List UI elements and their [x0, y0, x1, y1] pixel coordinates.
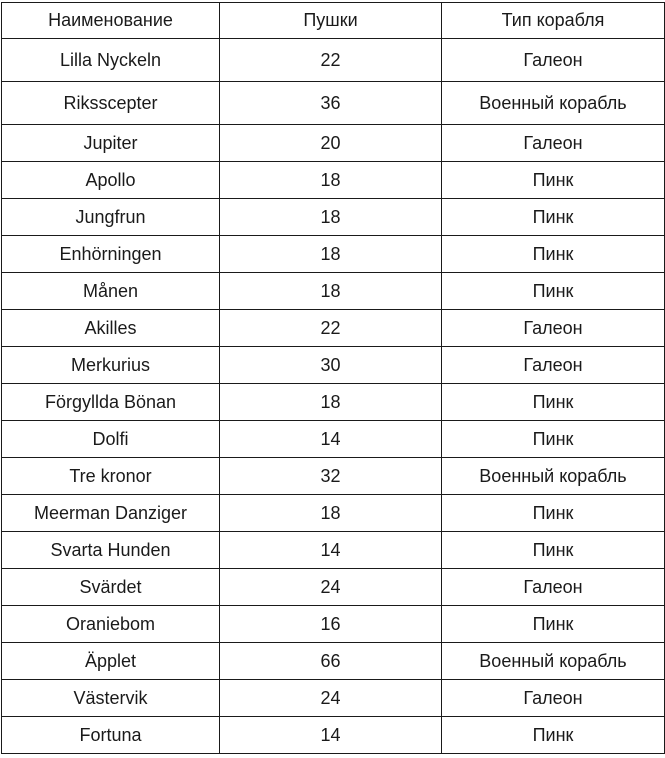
- table-row: [2, 421, 665, 458]
- cell-name: Äpplet: [2, 643, 220, 680]
- cell-name: Svärdet: [2, 569, 220, 606]
- cell-ship-type: Военный корабль: [442, 458, 665, 495]
- table-row: [2, 680, 665, 717]
- cell-name: Apollo: [2, 162, 220, 199]
- cell-ship-type: Пинк: [442, 495, 665, 532]
- cell-ship-type: Галеон: [442, 347, 665, 384]
- cell-guns: 32: [220, 458, 442, 495]
- table-row: [2, 199, 665, 236]
- cell-guns: 14: [220, 421, 442, 458]
- cell-name: Jungfrun: [2, 199, 220, 236]
- cell-name: Svarta Hunden: [2, 532, 220, 569]
- table-row: [2, 384, 665, 421]
- cell-guns: 18: [220, 384, 442, 421]
- cell-ship-type: Галеон: [442, 39, 665, 82]
- table-row: [2, 236, 665, 273]
- header-name: Наименование: [2, 3, 220, 39]
- cell-ship-type: Галеон: [442, 569, 665, 606]
- cell-name: Jupiter: [2, 125, 220, 162]
- cell-ship-type: Галеон: [442, 680, 665, 717]
- cell-ship-type: Пинк: [442, 717, 665, 754]
- cell-name: Västervik: [2, 680, 220, 717]
- table-row: [2, 606, 665, 643]
- cell-guns: 66: [220, 643, 442, 680]
- cell-ship-type: Галеон: [442, 125, 665, 162]
- table-header-row: [2, 3, 665, 39]
- table-row: [2, 643, 665, 680]
- cell-guns: 36: [220, 82, 442, 125]
- header-ship-type: Тип корабля: [442, 3, 665, 39]
- cell-guns: 18: [220, 273, 442, 310]
- cell-guns: 22: [220, 39, 442, 82]
- header-guns: Пушки: [220, 3, 442, 39]
- table-row: [2, 82, 665, 125]
- cell-name: Förgyllda Bönan: [2, 384, 220, 421]
- cell-ship-type: Пинк: [442, 606, 665, 643]
- cell-name: Lilla Nyckeln: [2, 39, 220, 82]
- cell-guns: 20: [220, 125, 442, 162]
- cell-ship-type: Галеон: [442, 310, 665, 347]
- cell-ship-type: Военный корабль: [442, 82, 665, 125]
- cell-guns: 18: [220, 199, 442, 236]
- cell-ship-type: Пинк: [442, 236, 665, 273]
- cell-guns: 16: [220, 606, 442, 643]
- cell-guns: 18: [220, 236, 442, 273]
- cell-name: Dolfi: [2, 421, 220, 458]
- cell-name: Akilles: [2, 310, 220, 347]
- table-row: [2, 717, 665, 754]
- cell-name: Oraniebom: [2, 606, 220, 643]
- cell-name: Riksscepter: [2, 82, 220, 125]
- cell-guns: 24: [220, 569, 442, 606]
- table-row: [2, 347, 665, 384]
- cell-guns: 24: [220, 680, 442, 717]
- cell-ship-type: Военный корабль: [442, 643, 665, 680]
- table-row: [2, 569, 665, 606]
- cell-guns: 14: [220, 532, 442, 569]
- cell-name: Merkurius: [2, 347, 220, 384]
- cell-guns: 18: [220, 162, 442, 199]
- cell-name: Meerman Danziger: [2, 495, 220, 532]
- table-row: [2, 532, 665, 569]
- cell-ship-type: Пинк: [442, 421, 665, 458]
- table-row: [2, 39, 665, 82]
- cell-ship-type: Пинк: [442, 162, 665, 199]
- cell-name: Fortuna: [2, 717, 220, 754]
- table-row: [2, 125, 665, 162]
- cell-guns: 30: [220, 347, 442, 384]
- cell-ship-type: Пинк: [442, 199, 665, 236]
- cell-guns: 22: [220, 310, 442, 347]
- table-row: [2, 495, 665, 532]
- table-row: [2, 273, 665, 310]
- cell-ship-type: Пинк: [442, 273, 665, 310]
- cell-ship-type: Пинк: [442, 384, 665, 421]
- cell-guns: 18: [220, 495, 442, 532]
- cell-name: Tre kronor: [2, 458, 220, 495]
- table-row: [2, 310, 665, 347]
- table-row: [2, 162, 665, 199]
- ships-table: [1, 2, 665, 754]
- table-row: [2, 458, 665, 495]
- cell-guns: 14: [220, 717, 442, 754]
- cell-name: Månen: [2, 273, 220, 310]
- cell-name: Enhörningen: [2, 236, 220, 273]
- cell-ship-type: Пинк: [442, 532, 665, 569]
